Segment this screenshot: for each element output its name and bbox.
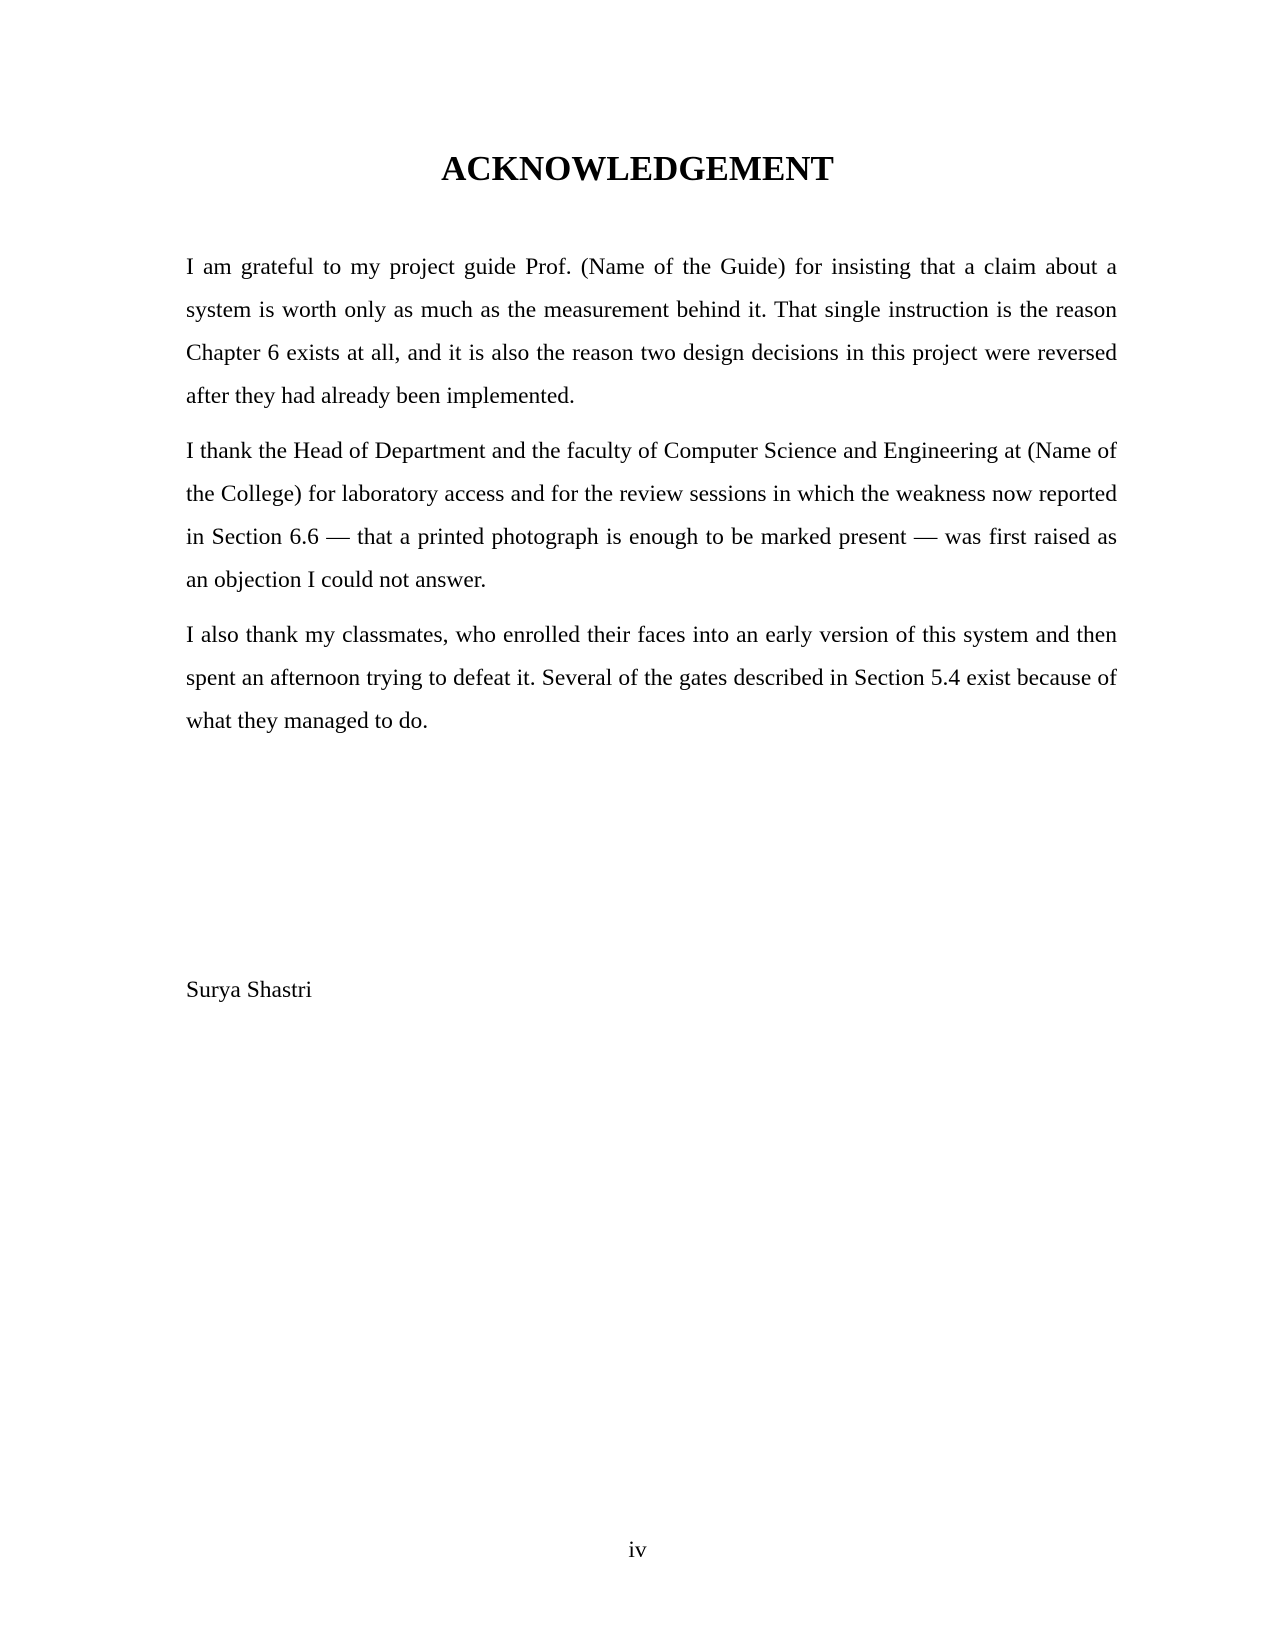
acknowledgement-body <box>186 246 1117 755</box>
paragraph-classmates: I also thank my classmates, who enrolled their faces into an early version of this system and then spent an afternoon trying to defeat it. Several of the gates described in Section 5.4 exist because of what they managed to do. <box>186 622 1117 734</box>
paragraph-guide: I am grateful to my project guide Prof. (Name of the Guide) for insisting that a claim about a system is worth only as much as the measurement behind it. That single instruction is the reason Chapter 6 exists at all, and it is also the reason two design decisions in this project were reversed after they had already been implemented. <box>186 254 1117 409</box>
page-number: iv <box>628 1537 647 1563</box>
author-signature: Surya Shastri <box>186 977 312 1003</box>
page-title: ACKNOWLEDGEMENT <box>441 149 834 188</box>
paragraph-faculty: I thank the Head of Department and the faculty of Computer Science and Engineering at (Name of the College) for laboratory access and for the review sessions in which the weakness now reported in Section 6.6 — that a printed photograph is enough to be marked present — was first raised as an objection I could not answer. <box>186 438 1117 593</box>
